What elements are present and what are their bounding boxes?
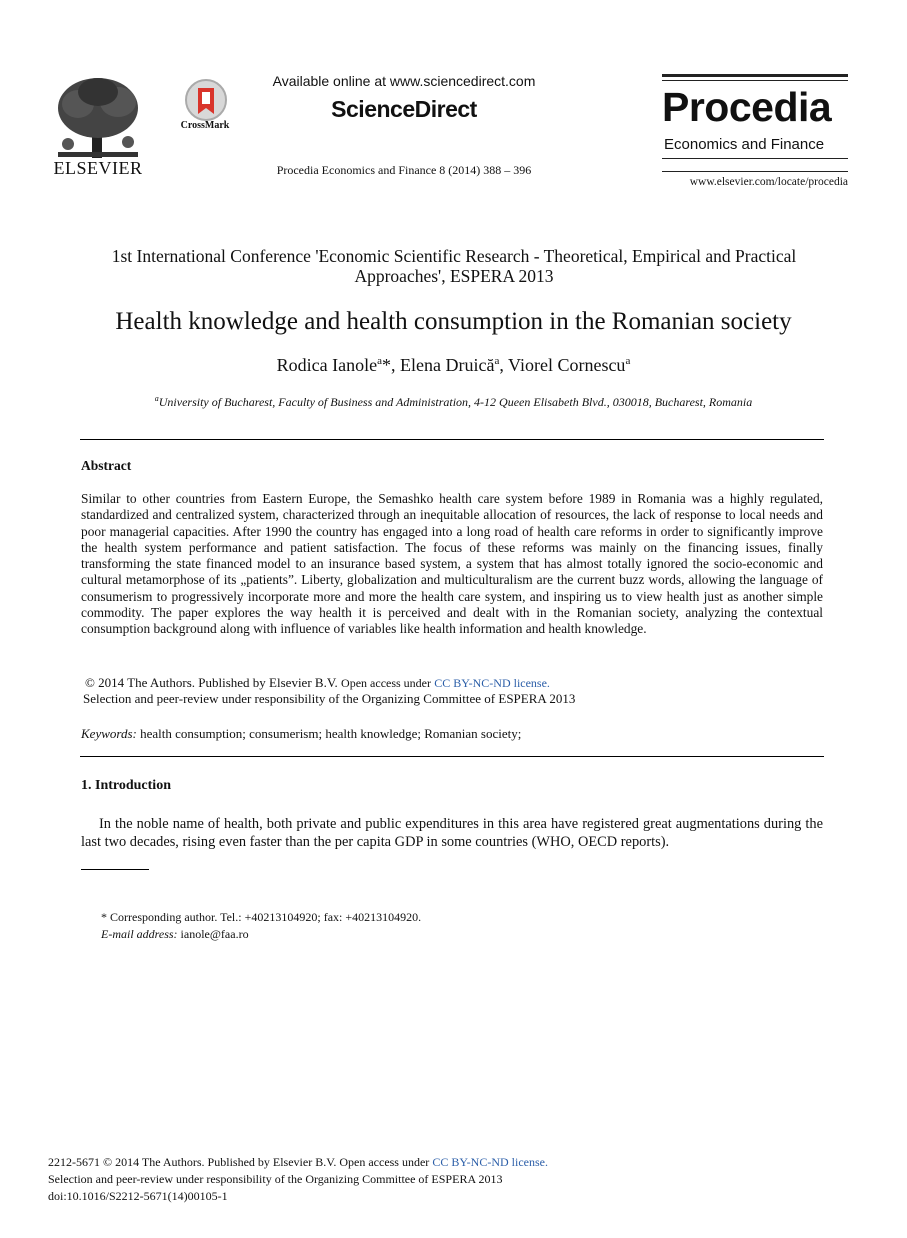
email-link[interactable]: ianole@faa.ro [180,927,249,941]
footer-open-access: Open access under [339,1155,430,1169]
footer-copyright [48,1155,548,1170]
section-heading-introduction: 1. Introduction [81,778,171,793]
introduction-text: In the noble name of health, both private and public expenditures in this area have registered great augmentations during the last two decades, rising even faster than the per capita GDP in some countries (WHO, OECD reports). [81,816,823,850]
author-name[interactable]: Elena Druică [400,355,495,375]
corresponding-mark: * [382,355,392,375]
keywords-text: health consumption; consumerism; health knowledge; Romanian society; [140,726,522,741]
procedia-subtitle: Economics and Finance [664,136,825,153]
footer-doi[interactable]: doi:10.1016/S2212-5671(14)00105-1 [48,1189,228,1203]
crossmark-label: CrossMark [180,120,230,131]
journal-citation: Procedia Economics and Finance 8 (2014) 388 – 396 [276,163,532,177]
procedia-rule-mid [662,158,848,159]
open-access-text: Open access under [341,676,432,690]
affiliation-text: University of Bucharest, Faculty of Business and Administration, 4-12 Queen Elisabeth Blvd., 030018, Bucharest, Romania [158,395,753,409]
keywords-label: Keywords: [81,726,137,741]
divider-top [80,439,824,440]
copyright-line [85,675,550,691]
author-name[interactable]: Rodica Ianole [276,355,378,375]
procedia-rule-top-thin [662,80,848,81]
sciencedirect-logo[interactable]: ScienceDirect [331,96,477,122]
footer-peer-review: Selection and peer-review under responsibility of the Organizing Committee of ESPERA 2013 [48,1172,503,1186]
author-list: Rodica Ianole$^a$*, Elena Druică$^a$, Viorel Cornescu$^a$ [276,355,631,375]
abstract-text: Similar to other countries from Eastern Europe, the Semashko health care system before 1989 in Romania was a highly regulated, standardized and centralized system, characterized through an inequitable allocation of resources, the lack of response to local needs and poor managerial capacities. After 1990 the country has engaged into a long road of health care reforms in order to significantly improve the health system performance and patient satisfaction. The focus of these reforms was mainly on the financing issues, finally transforming the state financed model to an insurance based system, a system that has almost totally ignored the socio-economic and cultural metamorphose of its „patients”. Liberty, globalization and multiculturalism are the current buzz words, allowing the language of consumerism to progressively incorporate more and more the health care system, and inspiring us to view health just as another simple commodity. The paper explores the way health it is perceived and dealt with in the Romanian society, analyzing the contextual consumption background along with influence of variables like health information and health knowledge. [81,491,823,637]
author-affil-sup: a [494,355,500,367]
elsevier-wordmark: ELSEVIER [53,158,143,178]
procedia-rule-top [662,74,848,77]
peer-review-line: Selection and peer-review under responsibility of the Organizing Committee of ESPERA 2013 [83,691,576,706]
footer-license-link[interactable]: CC BY-NC-ND license. [432,1155,548,1169]
available-online-link[interactable]: Available online at www.sciencedirect.com [272,73,536,89]
email-label: E-mail address: [101,927,178,941]
affiliation-sup: a [154,394,159,403]
footnote-corresponding: * Corresponding author. Tel.: +40213104920; fax: +40213104920. [101,910,422,924]
license-link[interactable]: CC BY-NC-ND license. [434,676,550,690]
footnote-rule [81,869,149,870]
procedia-url-link[interactable]: www.elsevier.com/locate/procedia [689,176,848,188]
article-title: Health knowledge and health consumption in the Romanian society [115,308,792,335]
affiliation [40,394,867,410]
footer-copyright-text: 2212-5671 © 2014 The Authors. Published by Elsevier B.V. [48,1155,337,1169]
footnote-email [101,927,249,942]
procedia-title: Procedia [662,84,832,130]
author-affil-sup: a [625,355,631,367]
author-name[interactable]: Viorel Cornescu [508,355,626,375]
abstract-heading: Abstract [81,458,132,473]
conference-name: 1st International Conference 'Economic Scientific Research - Theoretical, Empirical and Practical Approaches', ESPERA 2013 [111,246,797,286]
keywords [81,726,521,742]
divider-bottom [80,756,824,757]
copyright-text: © 2014 The Authors. Published by Elsevier B.V. [85,675,338,690]
procedia-rule-bottom [662,171,848,172]
author-affil-sup: a [377,355,383,367]
